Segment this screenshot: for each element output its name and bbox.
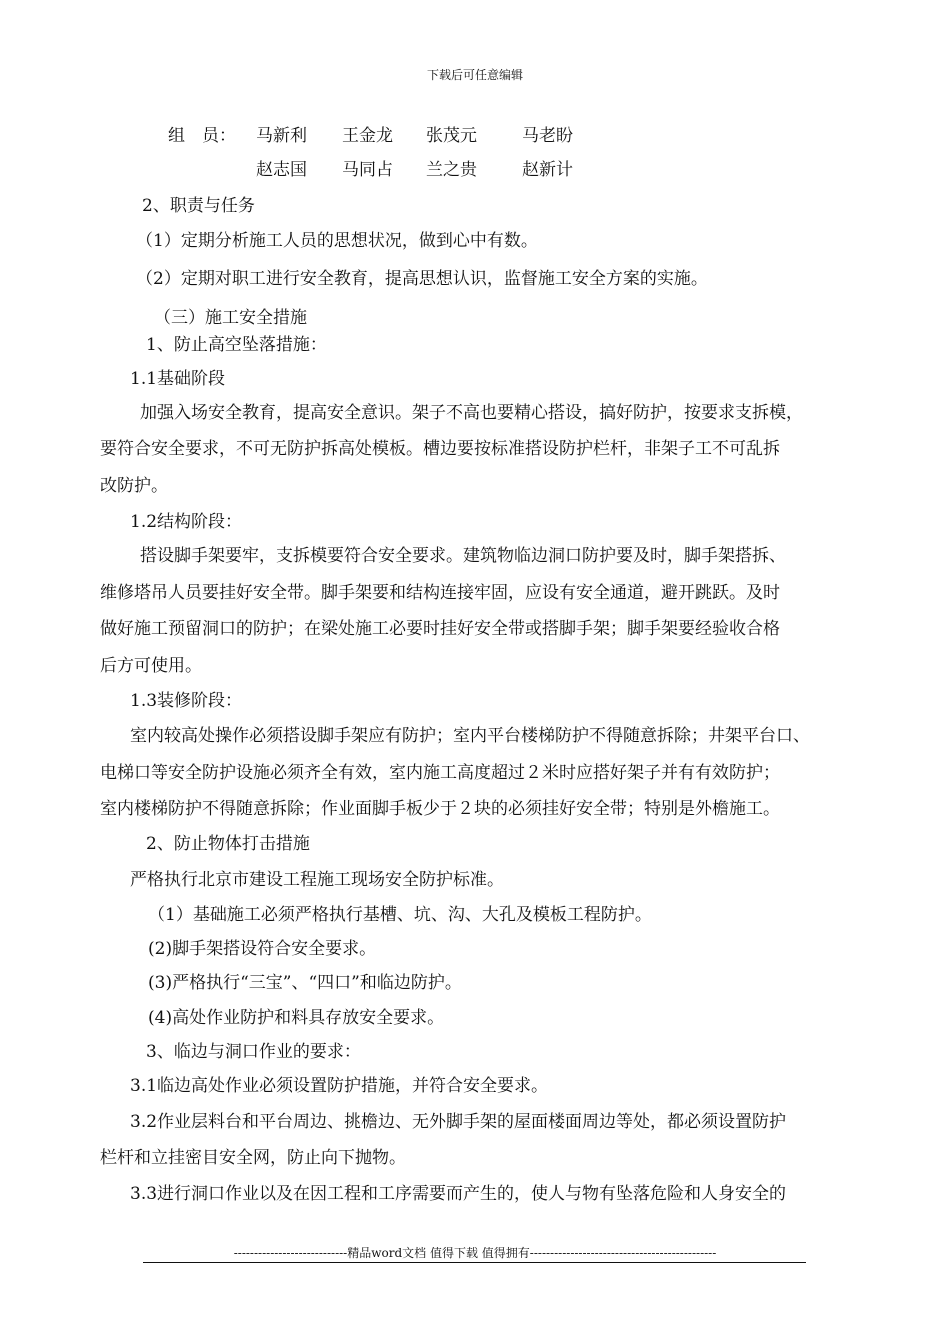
text-line: 改防护。 (100, 476, 168, 496)
subheading: 1.3装修阶段： (130, 691, 243, 711)
subheading: 1.1基础阶段 (130, 369, 226, 389)
text-line: 栏杆和立挂密目安全网，防止向下抛物。 (100, 1148, 406, 1168)
text-line: （2）定期对职工进行安全教育，提高思想认识，监督施工安全方案的实施。 (136, 269, 708, 289)
text-line: （1）定期分析施工人员的思想状况，做到心中有数。 (136, 231, 538, 251)
text-line: 室内楼梯防护不得随意拆除；作业面脚手板少于２块的必须挂好安全带；特别是外檐施工。 (100, 799, 780, 819)
member-name: 兰之贵 (426, 160, 477, 180)
text-line: 3.3进行洞口作业以及在因工程和工序需要而产生的，使人与物有坠落危险和人身安全的 (130, 1184, 787, 1204)
heading-object-strike: 2、防止物体打击措施 (146, 834, 310, 854)
text-line: (3)严格执行“三宝”、“四口”和临边防护。 (148, 973, 462, 993)
text-line: 维修塔吊人员要挂好安全带。脚手架要和结构连接牢固，应设有安全通道，避开跳跃。及时 (100, 583, 780, 603)
text-line: (4)高处作业防护和料具存放安全要求。 (148, 1008, 445, 1028)
heading-edge-opening: 3、临边与洞口作业的要求： (146, 1042, 361, 1062)
member-name: 王金龙 (342, 126, 393, 146)
text-line: (2)脚手架搭设符合安全要求。 (148, 939, 377, 959)
text-line: 后方可使用。 (100, 656, 202, 676)
text-line: 做好施工预留洞口的防护；在梁处施工必要时挂好安全带或搭脚手架；脚手架要经验收合格 (100, 619, 780, 639)
text-line: 严格执行北京市建设工程施工现场安全防护标准。 (130, 870, 504, 890)
member-name: 赵志国 (256, 160, 307, 180)
members-label: 组 员： (168, 126, 236, 146)
page-footer: ----------------------------精品word文档 值得下载 值得拥有---------------------------------------------- (233, 1246, 717, 1260)
section-heading: （三）施工安全措施 (154, 308, 307, 328)
footer-divider (143, 1262, 806, 1263)
member-name: 马新利 (256, 126, 307, 146)
text-line: 室内较高处操作必须搭设脚手架应有防护；室内平台楼梯防护不得随意拆除；井架平台口、 (130, 726, 810, 746)
text-line: 3.2作业层料台和平台周边、挑檐边、无外脚手架的屋面楼面周边等处，都必须设置防护 (130, 1112, 787, 1132)
page-header: 下载后可任意编辑 (426, 68, 523, 82)
member-name: 马同占 (342, 160, 393, 180)
text-line: 3.1临边高处作业必须设置防护措施，并符合安全要求。 (130, 1076, 549, 1096)
text-line: （1）基础施工必须严格执行基槽、坑、沟、大孔及模板工程防护。 (148, 905, 652, 925)
subheading: 1.2结构阶段： (130, 512, 243, 532)
text-line: 电梯口等安全防护设施必须齐全有效，室内施工高度超过２米时应搭好架子并有有效防护； (100, 763, 780, 783)
text-line: 加强入场安全教育，提高安全意识。架子不高也要精心搭设，搞好防护，按要求支拆模， (140, 403, 803, 423)
member-name: 赵新计 (522, 160, 573, 180)
text-line: 搭设脚手架要牢，支拆模要符合安全要求。建筑物临边洞口防护要及时，脚手架搭拆、 (140, 546, 786, 566)
member-name: 张茂元 (426, 126, 477, 146)
heading-duties: 2、职责与任务 (142, 196, 255, 216)
text-line: 要符合安全要求，不可无防护拆高处模板。槽边要按标准搭设防护栏杆，非架子工不可乱拆 (100, 439, 780, 459)
member-name: 马老盼 (522, 126, 573, 146)
heading-fall-prevention: 1、防止高空坠落措施： (146, 335, 327, 355)
